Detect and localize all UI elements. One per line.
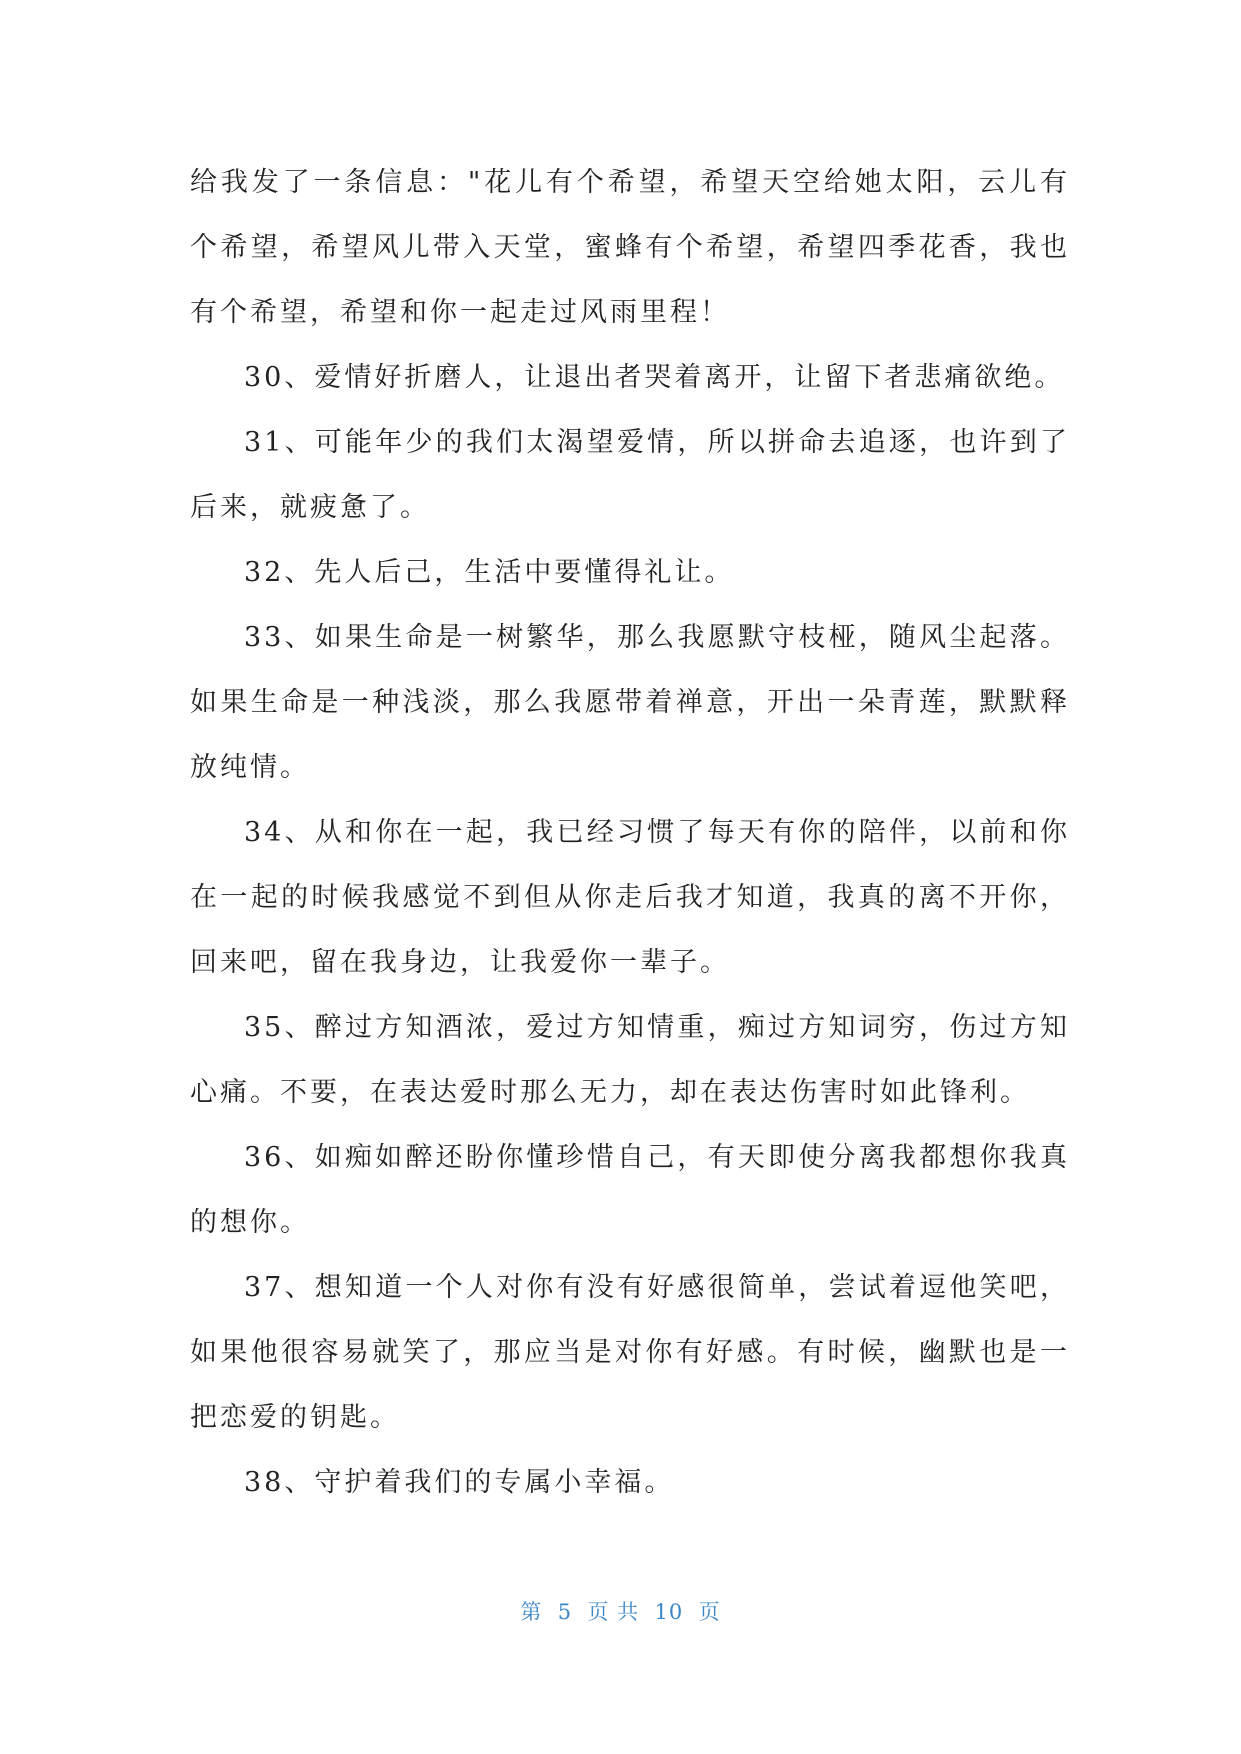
page-number-footer: 第 5 页 共 10 页 xyxy=(520,1600,721,1624)
paragraph: 给我发了一条信息："花儿有个希望，希望天空给她太阳，云儿有个希望，希望风儿带入天堂，蜜蜂有个希望，希望四季花香，我也有个希望，希望和你一起走过风雨里程！ xyxy=(190,167,1070,328)
paragraph: 33、如果生命是一树繁华，那么我愿默守枝桠，随风尘起落。如果生命是一种浅淡，那么我愿带着禅意，开出一朵青莲，默默释放纯情。 xyxy=(190,622,1070,783)
paragraph: 34、从和你在一起，我已经习惯了每天有你的陪伴，以前和你在一起的时候我感觉不到但从你走后我才知道，我真的离不开你，回来吧，留在我身边，让我爱你一辈子。 xyxy=(190,817,1070,978)
document-body xyxy=(190,150,1070,1515)
paragraph: 31、可能年少的我们太渴望爱情，所以拼命去追逐，也许到了后来，就疲惫了。 xyxy=(190,427,1070,523)
paragraph: 37、想知道一个人对你有没有好感很简单，尝试着逗他笑吧，如果他很容易就笑了，那应当是对你有好感。有时候，幽默也是一把恋爱的钥匙。 xyxy=(190,1272,1070,1433)
paragraph: 38、守护着我们的专属小幸福。 xyxy=(244,1467,675,1498)
paragraph: 30、爱情好折磨人，让退出者哭着离开，让留下者悲痛欲绝。 xyxy=(244,362,1065,393)
paragraph: 35、醉过方知酒浓，爱过方知情重，痴过方知词穷，伤过方知心痛。不要，在表达爱时那么无力，却在表达伤害时如此锋利。 xyxy=(190,1012,1070,1108)
paragraph: 36、如痴如醉还盼你懂珍惜自己，有天即使分离我都想你我真的想你。 xyxy=(190,1142,1070,1238)
paragraph: 32、先人后己，生活中要懂得礼让。 xyxy=(244,557,735,588)
